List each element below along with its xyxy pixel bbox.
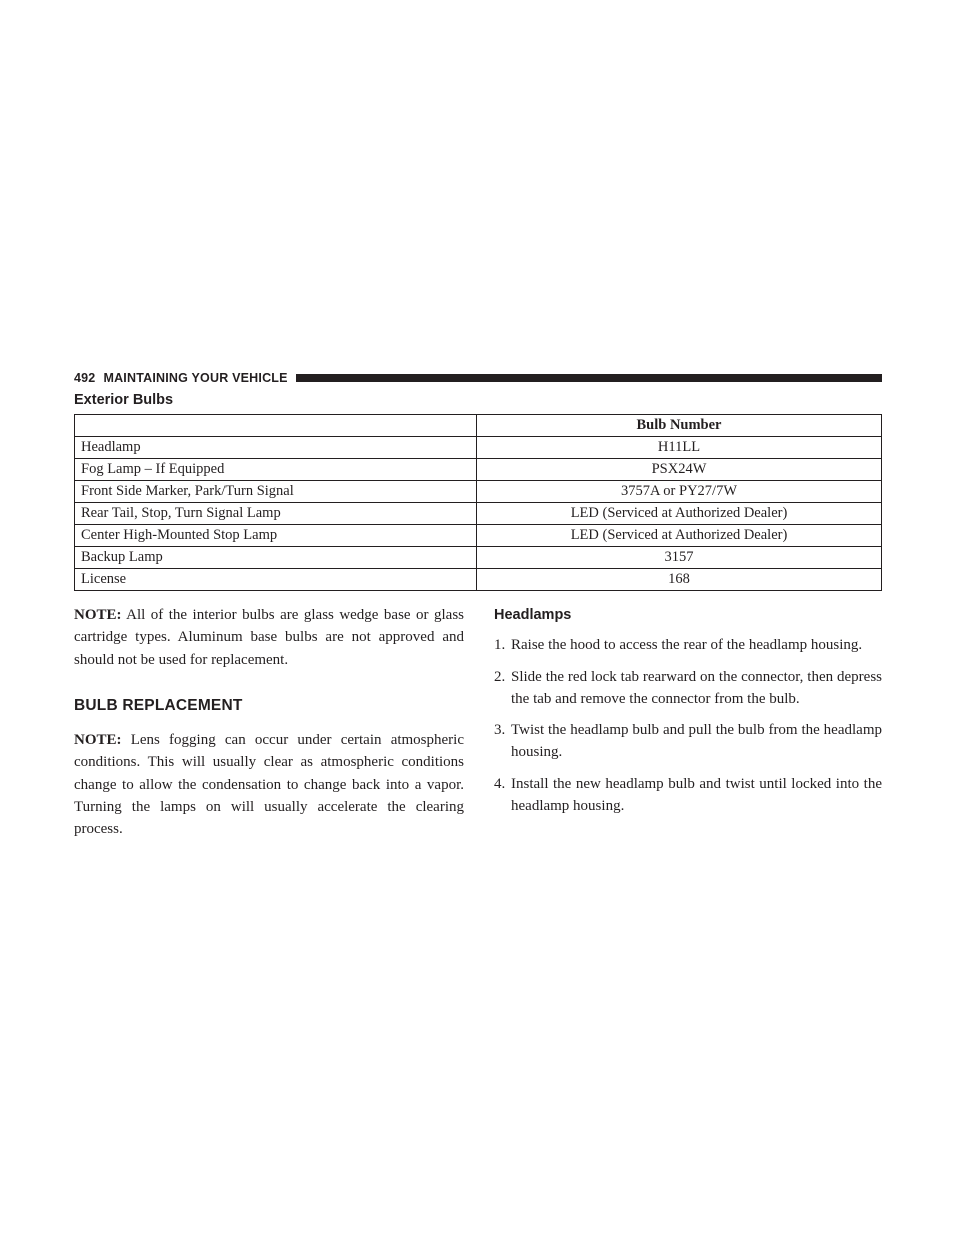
bulb-name: Backup Lamp [75, 547, 477, 569]
bulb-number: 3757A or PY27/7W [477, 481, 882, 503]
list-item [494, 719, 882, 764]
table-row [75, 459, 882, 481]
table-row [75, 481, 882, 503]
table-row [75, 503, 882, 525]
step-text: Raise the hood to access the rear of the headlamp housing. [511, 637, 863, 654]
step-text: Install the new headlamp bulb and twist until locked into the headlamp housing. [511, 775, 882, 815]
page-number: 492 [74, 371, 96, 385]
note-text: All of the interior bulbs are glass wedge base or glass cartridge types. Aluminum base bulbs are not approved and should not be used for replacement. [74, 607, 464, 668]
step-number: 3. [494, 722, 506, 739]
bulb-number: PSX24W [477, 459, 882, 481]
bulb-number: 3157 [477, 547, 882, 569]
bulb-name: Headlamp [75, 437, 477, 459]
header-rule [296, 374, 882, 382]
table-header-row [75, 415, 882, 437]
bulb-number: LED (Serviced at Authorized Dealer) [477, 503, 882, 525]
bulb-name: Fog Lamp – If Equipped [75, 459, 477, 481]
bulb-name: License [75, 569, 477, 591]
bulb-name: Front Side Marker, Park/Turn Signal [75, 481, 477, 503]
headlamp-steps [494, 634, 882, 817]
lens-fogging-note [74, 729, 464, 840]
bulb-name: Center High-Mounted Stop Lamp [75, 525, 477, 547]
step-text: Twist the headlamp bulb and pull the bulb from the headlamp housing. [511, 722, 882, 761]
table-row [75, 569, 882, 591]
table-row [75, 547, 882, 569]
list-item [494, 634, 882, 656]
left-column [74, 604, 464, 841]
bulb-number: LED (Serviced at Authorized Dealer) [477, 525, 882, 547]
step-number: 1. [494, 637, 506, 654]
table-row [75, 437, 882, 459]
table-header-empty [75, 415, 477, 437]
exterior-bulbs-heading: Exterior Bulbs [74, 392, 174, 408]
interior-bulbs-note [74, 604, 464, 671]
table-row [75, 525, 882, 547]
note-text: Lens fogging can occur under certain atmospheric conditions. This will usually clear as atmospheric conditions change to allow the condensation to change back into a vapor. Turning the lamps on will usually accelerate the clearing process. [74, 732, 464, 838]
right-column [494, 604, 882, 826]
bulb-name: Rear Tail, Stop, Turn Signal Lamp [75, 503, 477, 525]
bulb-replacement-heading: BULB REPLACEMENT [74, 696, 243, 714]
step-text: Slide the red lock tab rearward on the connector, then depress the tab and remove the connector from the bulb. [511, 668, 882, 707]
exterior-bulbs-table [74, 414, 882, 591]
step-number: 2. [494, 668, 506, 685]
bulb-number: 168 [477, 569, 882, 591]
note-label: NOTE: [74, 607, 122, 623]
list-item [494, 666, 882, 711]
step-number: 4. [494, 775, 506, 792]
section-name: MAINTAINING YOUR VEHICLE [103, 371, 288, 385]
page-header [74, 370, 882, 386]
list-item [494, 773, 882, 818]
table-header-bulb-number: Bulb Number [477, 415, 882, 437]
headlamps-heading: Headlamps [494, 607, 572, 623]
bulb-number: H11LL [477, 437, 882, 459]
note-label: NOTE: [74, 732, 122, 749]
